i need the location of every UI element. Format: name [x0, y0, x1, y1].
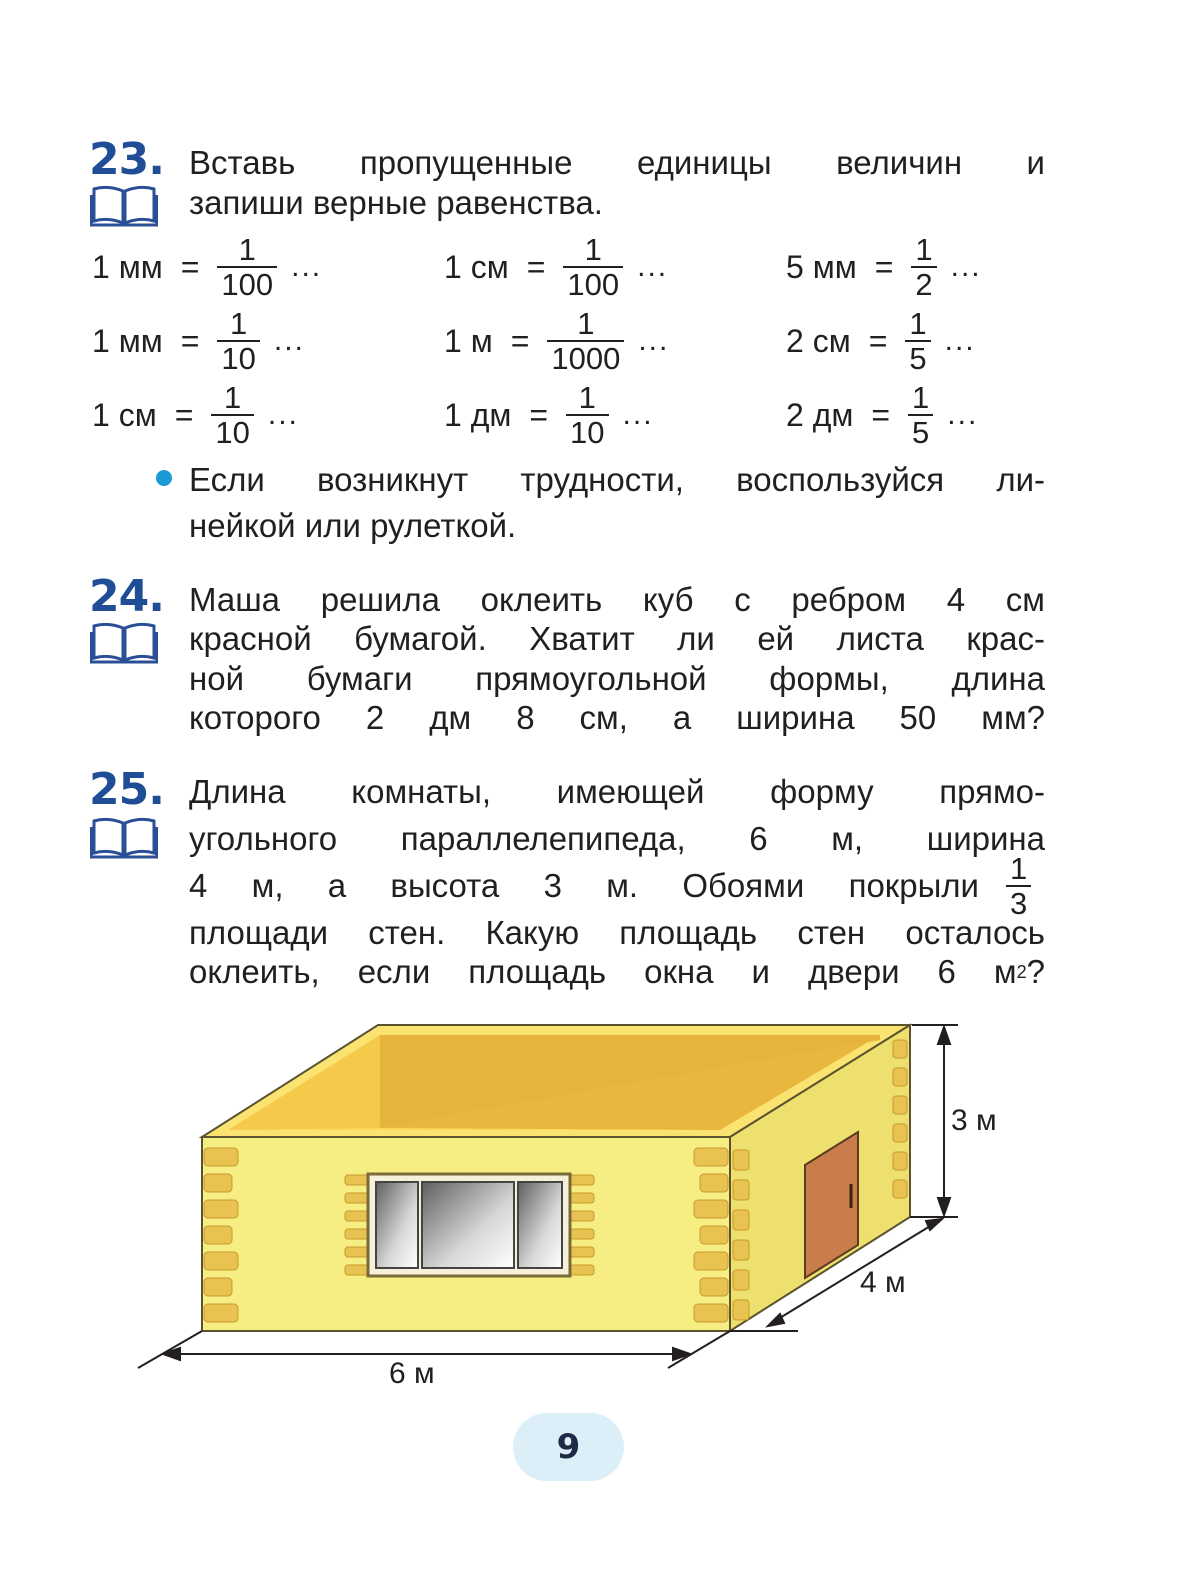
equation — [786, 381, 978, 449]
exercise-text-line: Маша решила оклеить куб с ребром 4 см — [189, 581, 1045, 618]
numerator: 1 — [915, 232, 933, 267]
equation — [444, 381, 654, 449]
equals-sign: = — [526, 248, 546, 285]
fraction — [563, 233, 623, 301]
denominator: 5 — [908, 414, 933, 449]
book-icon — [90, 815, 158, 859]
book-icon — [90, 183, 158, 227]
equation-lhs: 5 мм — [786, 248, 857, 285]
equation-lhs: 2 дм — [786, 396, 854, 433]
exercise-text-line: красной бумагой. Хватит ли ей листа крас- — [189, 620, 1045, 657]
exercise-text-last-line — [189, 952, 1045, 992]
equation-lhs: 1 м — [444, 322, 493, 359]
denominator: 3 — [1006, 885, 1031, 920]
equation — [786, 307, 976, 375]
numerator: 1 — [229, 306, 248, 341]
denominator: 10 — [211, 414, 253, 449]
height-label: 3 м — [951, 1104, 997, 1137]
equals-sign: = — [510, 322, 530, 359]
blank-dots: ... — [637, 250, 669, 283]
fraction — [1006, 852, 1031, 920]
hint-text-line: Если возникнут трудности, воспользуйся ли- — [189, 461, 1045, 498]
room-inner-left-wall — [228, 1035, 380, 1130]
fraction — [566, 381, 608, 449]
denominator: 100 — [563, 266, 623, 301]
blank-dots: ... — [638, 324, 670, 357]
exercise-text-line: площади стен. Какую площадь стен осталось — [189, 914, 1045, 951]
blank-dots: ... — [950, 250, 982, 283]
exercise-text-line: Длина комнаты, имеющей форму прямо- — [189, 773, 1045, 810]
fraction — [908, 381, 933, 449]
denominator: 10 — [566, 414, 608, 449]
equation — [444, 233, 668, 301]
equation-lhs: 1 мм — [92, 322, 163, 359]
width-label: 4 м — [860, 1266, 906, 1299]
numerator: 1 — [1010, 851, 1028, 886]
equation-lhs: 1 мм — [92, 248, 163, 285]
blank-dots: ... — [622, 398, 654, 431]
numerator: 1 — [909, 306, 927, 341]
room-illustration — [130, 1015, 1030, 1400]
blank-dots: ... — [944, 324, 976, 357]
equation — [786, 233, 982, 301]
page-number: 9 — [513, 1413, 624, 1481]
fraction — [217, 307, 259, 375]
equation — [92, 233, 322, 301]
fraction — [547, 307, 624, 375]
equals-sign: = — [868, 322, 888, 359]
blank-dots: ... — [273, 324, 305, 357]
numerator: 1 — [578, 380, 596, 415]
hint-text-line: нейкой или рулеткой. — [189, 507, 517, 544]
equals-sign: = — [174, 396, 194, 433]
exercise-number: 24. — [89, 571, 164, 622]
equals-sign: = — [529, 396, 549, 433]
equation — [92, 307, 305, 375]
exercise-text-line: угольного параллелепипеда, 6 м, ширина — [189, 820, 1045, 857]
blank-dots: ... — [267, 398, 299, 431]
denominator: 2 — [911, 266, 936, 301]
numerator: 1 — [584, 232, 602, 267]
book-icon — [90, 620, 158, 664]
fraction — [217, 233, 277, 301]
denominator: 5 — [905, 340, 930, 375]
exercise-number: 23. — [89, 134, 164, 185]
denominator: 100 — [217, 266, 277, 301]
exercise-text-line: 4 м, а высота 3 м. Обоями покрыли — [189, 867, 979, 904]
blank-dots: ... — [947, 398, 979, 431]
equals-sign: = — [180, 322, 200, 359]
equation-lhs: 1 см — [444, 248, 509, 285]
numerator: 1 — [577, 306, 595, 341]
equals-sign: = — [871, 396, 891, 433]
numerator: 1 — [223, 380, 242, 415]
exercise-number: 25. — [89, 764, 164, 815]
numerator: 1 — [238, 232, 256, 267]
length-label: 6 м — [389, 1357, 435, 1390]
exercise-text-line: Вставь пропущенные единицы величин и — [189, 144, 1045, 181]
equals-sign: = — [180, 248, 200, 285]
bullet-icon — [156, 470, 172, 486]
fraction — [905, 307, 930, 375]
denominator: 1000 — [547, 340, 624, 375]
equation-lhs: 1 см — [92, 396, 157, 433]
question-mark: ? — [1026, 953, 1045, 990]
denominator: 10 — [217, 340, 259, 375]
exercise-text-line: запиши верные равенства. — [189, 184, 603, 221]
exercise-text-line: которого 2 дм 8 см, а ширина 50 мм? — [189, 699, 1045, 736]
fraction — [211, 381, 253, 449]
equation — [444, 307, 669, 375]
superscript: 2 — [1016, 962, 1027, 982]
equation — [92, 381, 299, 449]
equation-lhs: 1 дм — [444, 396, 512, 433]
equals-sign: = — [874, 248, 894, 285]
equation-lhs: 2 см — [786, 322, 851, 359]
exercise-text-line: ной бумаги прямоугольной формы, длина — [189, 660, 1045, 697]
fraction — [911, 233, 936, 301]
blank-dots: ... — [291, 250, 323, 283]
exercise-text-line: оклеить, если площадь окна и двери 6 м — [189, 953, 1017, 990]
numerator: 1 — [912, 380, 930, 415]
